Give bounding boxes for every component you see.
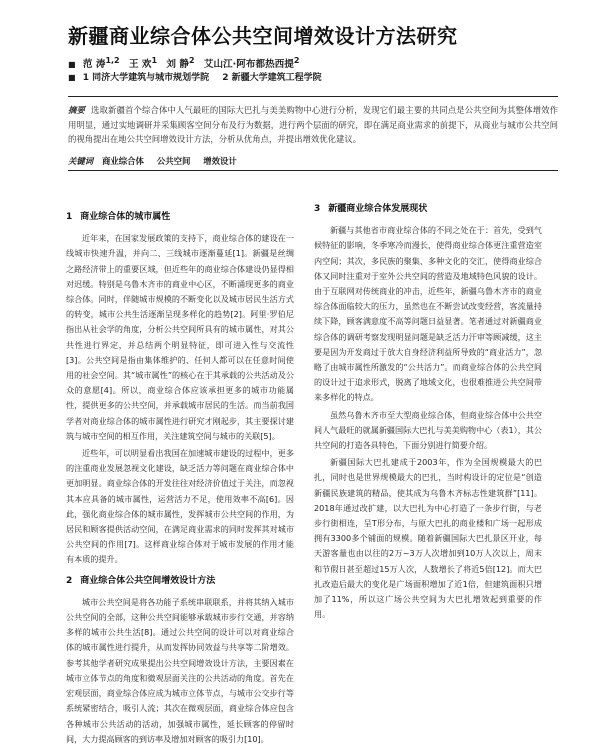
keywords — [68, 155, 558, 167]
abstract — [68, 103, 558, 147]
paragraph: 新疆与其他省市商业综合体的不同之处在于：首先，受到气候特征的影响，冬季寒冷而漫长，使得商业综合体更注重营造室内空间；其次，多民族的聚集、多种文化的交汇，使得商业综合体又同时注重对于室外公共空间的营造及地域特色风貌的设计。由于互联网对传统商业的冲击，近些年，新疆乌鲁木齐市的商业综合体面临较大的压力，虽然也在不断尝试改变经营，客流量持续下降，顾客满意度不高等问题日益显著。笔者通过对新疆商业综合体的调研考察发现明显问题是缺乏活力汗审等顾减缓，这主要是因为开发商过于放大自身经济利益所导致的“商业活力”，忽略了由城市属性所激发的“公共活力”。而商业综合体的公共空间的设计过于追求形式，脱离了地域文化，也很难推进公共空间带来多样化的特点。 — [314, 225, 542, 403]
paragraph: 虽然乌鲁木齐市至大型商业综合体，但商业综合体中公共空间人气最旺的就属新疆国际大巴扎与美美购物中心（表1），其公共空间的打造各具特色，下面分别进行简要介绍。 — [314, 409, 542, 451]
abstract-text: 选取新疆首个综合体中人气最旺的国际大巴扎与美美购物中心进行分析，发现它们最主要的共同点是公共空间为其整体增效作用明显，通过实地调研并采集顾客空间分布及行为数据，进行两个层面的研究，即在满足商业需求的前提下，从商业与城市公共空间的视角提出在地公共空间增效设计方法，分析从优角点，并提出增效优化建议。 — [68, 105, 559, 144]
keyword: 商业综合体 — [102, 156, 144, 166]
keywords-label: 关键词 — [68, 156, 94, 166]
author: 刘 静$^2$ — [166, 56, 195, 71]
paragraph: 近年来，在国家发展政策的支持下，商业综合体的建设在一线城市快速升温，并向二、三线城市逐渐蔓延[1]。新疆是丝绸之路经济带上的重要区域，但近些年的商业综合体建设仍显得相对迟缓。特别是乌鲁木齐市的商业中心区，不断涌现更多的商业综合体。同时，伴随城市规模的不断变化以及城市居民生活方式的转变，城市公共生活逐渐呈现多样化的趋势[2]。阿里·罗伯尼指出从社会学的角度，分析公共空间所具有的城市属性，对其公共性进行界定，并总结两个明显特征，即可进入性与交流性[3]。公共空间是指由集体维护的、任何人都可以在任意时间使用的社会空间。其“城市属性”的核心在于其承载的公共活动及公众的意愿[4]。所以，商业综合体应该承担更多的城市功能属性，提供更多的公共空间，并承载城市居民的生活。而当前我国学者对商业综合体的城市属性进行研究才刚起步，其主要探讨建筑与城市空间的相互作用，关注建筑空间与城市的关联[5]。 — [66, 233, 294, 441]
keyword: 增效设计 — [203, 156, 237, 166]
affiliation: 2 新疆大学建筑工程学院 — [222, 73, 322, 83]
paper-title: 新疆商业综合体公共空间增效设计方法研究 — [68, 24, 458, 48]
paragraph: 近些年，可以明显看出我国在加速城市建设的过程中，更多的注重商业发展忽视文化建设，缺乏活力等问题在商业综合体中更加明显。商业综合体的开发往往对经济价值过于关注，而忽视其本应具备的城市属性，运营活力不足，使用效率不高[6]。因此，强化商业综合体的城市属性，发挥城市公共空间的作用，为居民和顾客提供活动空间，在满足商业需求的同时发挥其对城市公共空间的作用[7]。这样商业综合体对于城市发展的作用才能有本质的提升。 — [66, 448, 294, 565]
square-bullet-icon: ■ — [68, 73, 76, 82]
divider — [68, 96, 558, 97]
left-column — [66, 204, 294, 749]
section-heading: 1 商业综合体的城市属性 — [66, 212, 171, 222]
paragraph: 城市公共空间是将各功能子系统串联联系，并将其纳入城市公共空间的全部，这种公共空间能够承载城市步行交通，并容纳多样的城市公共生活[8]。通过公共空间的设计可以对商业综合体的城市属性进行提升，从而发挥协同效益与共享等二阶增效。参考其他学者研究成果提出公共空间增效设计方法，主要因素在城市立体节点的角度和微观层面关注的公共活动的角度。首先在宏观层面，商业综合体应成为城市立体节点，与城市公交步行等系统紧密结合，吸引人流；其次在微观层面，商业综合体应包含各种城市公共活动的活动，加强城市属性，延长顾客的停留时间，大力提高顾客的到访率及增加对顾客的吸引力[10]。 — [66, 596, 294, 744]
keyword: 公共空间 — [156, 156, 191, 166]
paragraph: 新疆国际大巴扎建成于2003年，作为全国规模最大的巴扎，同时也是世界规模最大的巴扎，当时构设计的定位是“创造新疆民族建筑的精品，使其成为乌鲁木齐标志性建筑群”[11]。2018年通过改扩建，以大巴扎为中心打造了一条步行街，与老步行街相连，呈T形分布，与原大巴扎的商业楼和广场一起形成拥有3300多个铺面的规模。随着新疆国际大巴扎景区开业，每天游客量也由以往的2万~3万人次增加到10万人次以上，周末和节假日甚至超过15万人次，人数增长了将近5倍[12]。而大巴扎改造后最大的变化是广场面积增加了近1倍，但建筑面积只增加了11%，所以这广场公共空间为大巴扎增效起到重要的作用。 — [314, 457, 542, 620]
section-heading: 3 新疆商业综合体发展现状 — [314, 204, 428, 214]
affiliation: 1 同济大学建筑与城市规划学院 — [82, 73, 210, 83]
divider — [68, 170, 558, 171]
author: 王 欢$^1$ — [128, 56, 158, 71]
square-bullet-icon: ■ — [68, 60, 76, 70]
section-heading: 2 商业综合体公共空间增效设计方法 — [66, 575, 216, 586]
author: 艾山江·阿布都热西提$^2$ — [203, 56, 300, 71]
author: 范 涛$^{1,2}$ — [82, 56, 120, 71]
author-list — [68, 56, 588, 70]
right-column — [314, 196, 542, 624]
affiliation-list — [68, 70, 588, 83]
abstract-label: 摘要 — [68, 105, 85, 115]
